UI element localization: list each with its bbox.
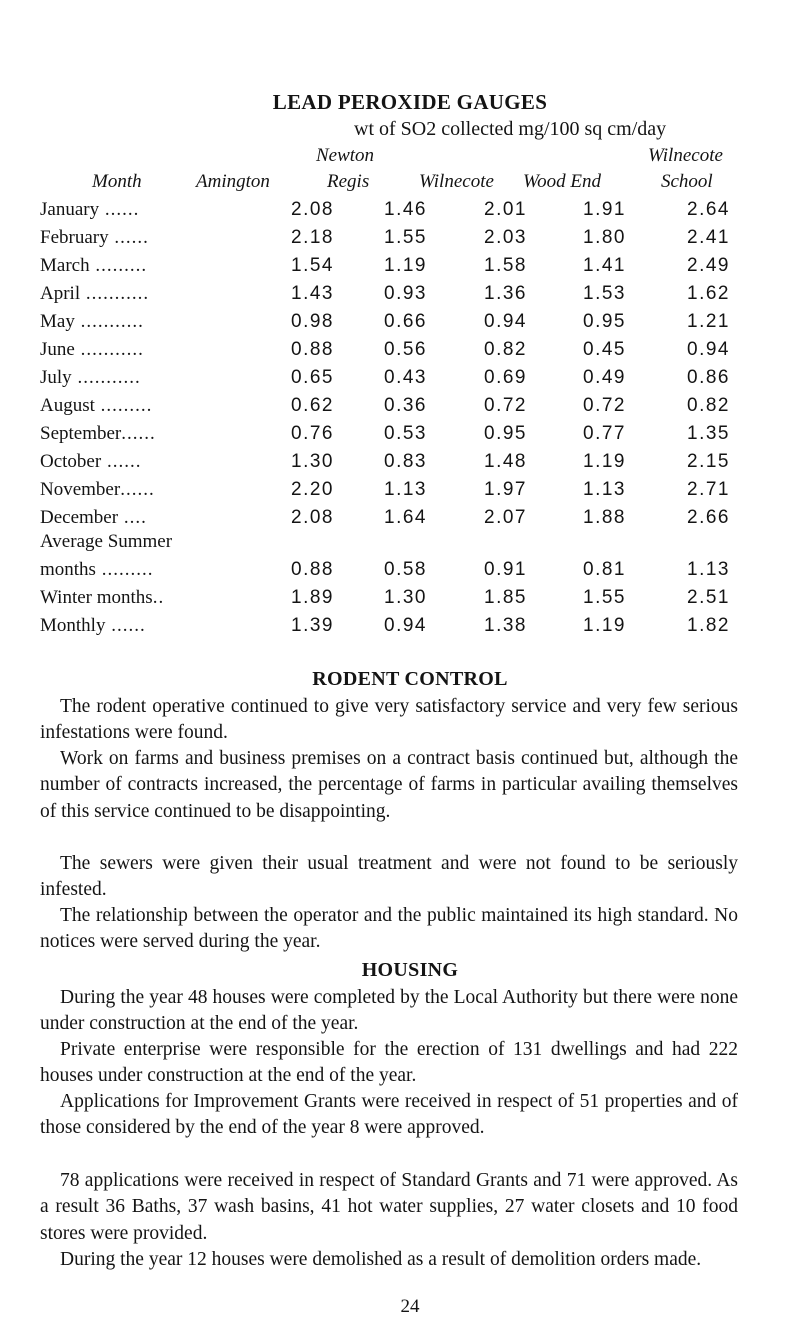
summary-value: 0.91 (484, 559, 527, 580)
month-value: 1.43 (291, 283, 334, 304)
summary-label (40, 615, 270, 637)
month-label-text: May (40, 311, 75, 332)
month-value: 1.64 (384, 507, 427, 528)
month-value: 1.53 (583, 283, 626, 304)
summary-value: 0.58 (384, 559, 427, 580)
month-value: 2.03 (484, 227, 527, 248)
housing-paragraph-1: During the year 48 houses were completed by the Local Authority but there were none under construction at the end of the year. (40, 987, 738, 1035)
month-value: 2.20 (291, 479, 334, 500)
month-value: 1.21 (687, 311, 730, 332)
header-school-line1: Wilnecote (648, 145, 723, 166)
month-leader-dots: ........... (71, 367, 141, 388)
month-value: 1.13 (583, 479, 626, 500)
lead-gauges-subtitle: wt of SO2 collected mg/100 sq cm/day (354, 118, 667, 140)
summary-value: 1.89 (291, 587, 334, 608)
month-label-text: March (40, 255, 90, 276)
month-value: 0.65 (291, 367, 334, 388)
month-value: 0.72 (484, 395, 527, 416)
month-leader-dots: ........... (80, 283, 150, 304)
summary-value: 1.85 (484, 587, 527, 608)
month-label (40, 395, 270, 417)
summary-value: 0.94 (384, 615, 427, 636)
header-wood-end: Wood End (523, 171, 601, 192)
summary-row (0, 587, 800, 613)
header-amington: Amington (196, 171, 270, 192)
month-value: 1.46 (384, 199, 427, 220)
month-value: 1.91 (583, 199, 626, 220)
month-row (0, 479, 800, 505)
month-leader-dots: .... (118, 507, 147, 528)
month-value: 1.19 (384, 255, 427, 276)
month-label-text: June (40, 339, 75, 360)
month-value: 0.72 (583, 395, 626, 416)
month-value: 1.36 (484, 283, 527, 304)
month-label-text: August (40, 395, 95, 416)
month-value: 2.08 (291, 199, 334, 220)
month-leader-dots: ...... (121, 423, 156, 444)
month-value: 1.97 (484, 479, 527, 500)
month-label-text: December (40, 507, 119, 528)
month-row (0, 367, 800, 393)
month-value: 0.82 (687, 395, 730, 416)
month-value: 0.77 (583, 423, 626, 444)
month-value: 2.49 (687, 255, 730, 276)
month-value: 1.41 (583, 255, 626, 276)
month-value: 1.55 (384, 227, 427, 248)
month-label (40, 199, 270, 221)
month-row (0, 423, 800, 449)
month-value: 1.30 (291, 451, 334, 472)
month-label-text: July (40, 367, 72, 388)
month-row (0, 227, 800, 253)
month-label (40, 283, 270, 305)
month-value: 0.86 (687, 367, 730, 388)
summary-value: 1.38 (484, 615, 527, 636)
rodent-control-heading: RODENT CONTROL (312, 668, 508, 690)
rodent-paragraph-1: The rodent operative continued to give very satisfactory service and very few serious infestations were found. (40, 696, 738, 744)
month-value: 0.45 (583, 339, 626, 360)
housing-paragraph-5: During the year 12 houses were demolished as a result of demolition orders made. (60, 1249, 702, 1270)
summary-label-text: months (40, 559, 96, 580)
month-value: 2.18 (291, 227, 334, 248)
month-value: 0.94 (687, 339, 730, 360)
header-month: Month (92, 171, 142, 192)
month-label (40, 479, 270, 501)
month-value: 0.94 (484, 311, 527, 332)
month-row (0, 255, 800, 281)
month-leader-dots: ........... (74, 311, 144, 332)
month-value: 0.82 (484, 339, 527, 360)
summary-label (40, 587, 270, 609)
month-leader-dots: ...... (101, 451, 142, 472)
month-value: 1.58 (484, 255, 527, 276)
month-label-text: January (40, 199, 100, 220)
lead-gauges-title: LEAD PEROXIDE GAUGES (272, 90, 548, 114)
month-value: 1.19 (583, 451, 626, 472)
month-value: 1.80 (583, 227, 626, 248)
month-label-text: February (40, 227, 109, 248)
summary-value: 1.13 (687, 559, 730, 580)
month-label (40, 451, 270, 473)
month-label-text: October (40, 451, 102, 472)
month-value: 0.66 (384, 311, 427, 332)
rodent-paragraph-3: The sewers were given their usual treatment and were not found to be seriously infested. (40, 853, 738, 901)
month-label (40, 255, 270, 277)
month-value: 1.88 (583, 507, 626, 528)
summary-value: 2.51 (687, 587, 730, 608)
summary-row (0, 615, 800, 641)
month-row (0, 199, 800, 225)
month-value: 2.66 (687, 507, 730, 528)
month-row (0, 311, 800, 337)
month-value: 0.43 (384, 367, 427, 388)
month-value: 0.36 (384, 395, 427, 416)
month-value: 2.15 (687, 451, 730, 472)
summary-value: 1.30 (384, 587, 427, 608)
month-leader-dots: ......... (94, 395, 153, 416)
summary-leader-dots: ...... (105, 615, 146, 636)
month-value: 1.62 (687, 283, 730, 304)
month-row (0, 283, 800, 309)
month-value: 0.69 (484, 367, 527, 388)
summary-value: 1.55 (583, 587, 626, 608)
month-row (0, 395, 800, 421)
month-value: 2.01 (484, 199, 527, 220)
month-value: 1.35 (687, 423, 730, 444)
month-leader-dots: ...... (120, 479, 155, 500)
month-leader-dots: ......... (89, 255, 148, 276)
month-value: 0.53 (384, 423, 427, 444)
month-value: 0.49 (583, 367, 626, 388)
housing-paragraph-4: 78 applications were received in respect of Standard Grants and 71 were approved. As a result 36 Baths, 37 wash basins, 41 hot water supplies, 27 water closets and 10 food stores were provided. (40, 1170, 738, 1244)
month-label (40, 339, 270, 361)
month-leader-dots: ........... (74, 339, 144, 360)
summary-label (40, 559, 270, 581)
month-label (40, 227, 270, 249)
housing-heading: HOUSING (361, 959, 459, 981)
summary-value: 0.88 (291, 559, 334, 580)
month-label (40, 423, 270, 445)
month-value: 0.93 (384, 283, 427, 304)
month-label-text: November (40, 479, 121, 500)
month-label-text: September (40, 423, 122, 444)
page-number: 24 (400, 1296, 420, 1317)
month-label (40, 311, 270, 333)
month-value: 0.98 (291, 311, 334, 332)
month-label-text: April (40, 283, 81, 304)
header-school-line2: School (661, 171, 713, 192)
summary-label-prefix: Average Summer (40, 531, 173, 552)
summary-label-text: Winter months (40, 587, 153, 608)
month-value: 0.76 (291, 423, 334, 444)
summary-value: 0.81 (583, 559, 626, 580)
month-value: 0.56 (384, 339, 427, 360)
month-value: 2.07 (484, 507, 527, 528)
rodent-paragraph-2: Work on farms and business premises on a contract basis continued but, although the number of contracts increased, the percentage of farms in particular availing themselves of this service continued to be disappointing. (40, 748, 738, 822)
header-newton-line2: Regis (327, 171, 370, 192)
summary-leader-dots: .. (152, 587, 165, 608)
summary-row (0, 559, 800, 585)
month-value: 1.48 (484, 451, 527, 472)
summary-value: 1.82 (687, 615, 730, 636)
month-value: 1.13 (384, 479, 427, 500)
month-label (40, 507, 270, 529)
month-value: 0.88 (291, 339, 334, 360)
summary-value: 1.19 (583, 615, 626, 636)
month-value: 1.54 (291, 255, 334, 276)
month-value: 0.62 (291, 395, 334, 416)
month-row (0, 451, 800, 477)
month-value: 2.64 (687, 199, 730, 220)
month-leader-dots: ...... (99, 199, 140, 220)
month-row (0, 339, 800, 365)
month-value: 2.71 (687, 479, 730, 500)
summary-value: 1.39 (291, 615, 334, 636)
month-row (0, 507, 800, 533)
header-wilnecote: Wilnecote (419, 171, 494, 192)
month-value: 2.41 (687, 227, 730, 248)
month-label (40, 367, 270, 389)
housing-paragraph-3: Applications for Improvement Grants were received in respect of 51 properties and of those considered by the end of the year 8 were approved. (40, 1091, 738, 1139)
summary-leader-dots: ......... (95, 559, 154, 580)
summary-label-text: Monthly (40, 615, 106, 636)
month-value: 0.83 (384, 451, 427, 472)
housing-paragraph-2: Private enterprise were responsible for the erection of 131 dwellings and had 222 houses under construction at the end of the year. (40, 1039, 738, 1087)
month-value: 2.08 (291, 507, 334, 528)
month-value: 0.95 (583, 311, 626, 332)
month-leader-dots: ...... (108, 227, 149, 248)
header-newton-line1: Newton (316, 145, 375, 166)
month-value: 0.95 (484, 423, 527, 444)
rodent-paragraph-4: The relationship between the operator and the public maintained its high standard. No notices were served during the year. (40, 905, 738, 953)
